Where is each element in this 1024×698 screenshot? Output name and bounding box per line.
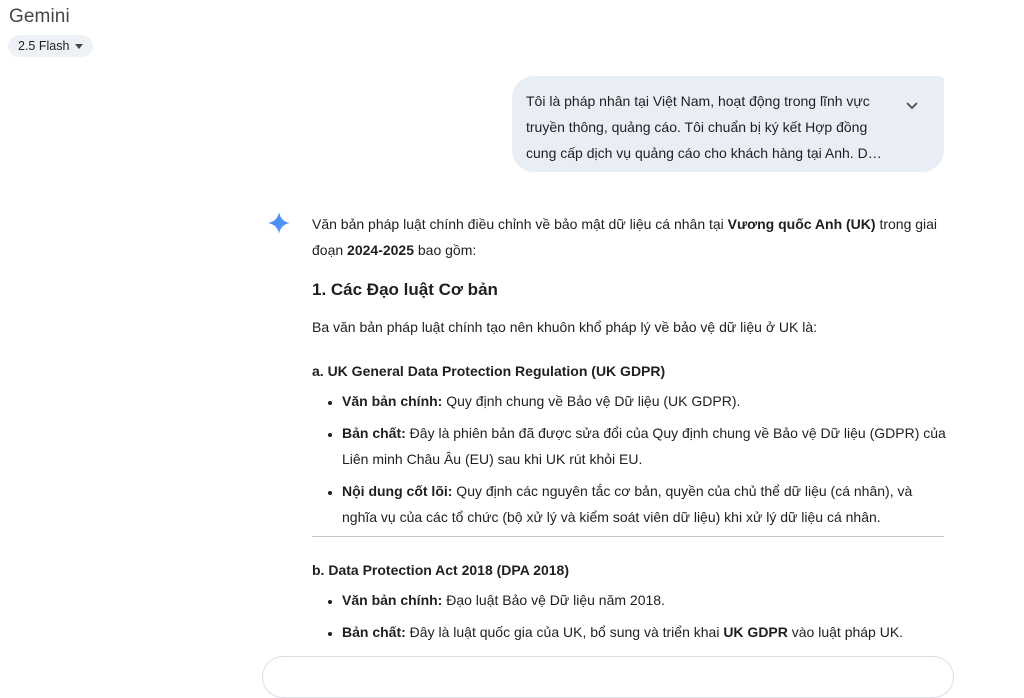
prompt-input-box[interactable] — [262, 656, 954, 698]
list-item: • Bản chất: Đây là luật quốc gia của UK, bổ sung và triển khai UK GDPR vào luật pháp UK. — [342, 619, 948, 645]
chevron-down-icon — [75, 44, 83, 49]
gemini-spark-icon — [267, 211, 291, 235]
list-item: • Văn bản chính: Đạo luật Bảo vệ Dữ liệu năm 2018. — [342, 587, 948, 613]
section-lead: Ba văn bản pháp luật chính tạo nên khuôn khổ pháp lý về bảo vệ dữ liệu ở UK là: — [312, 319, 818, 335]
assistant-response — [312, 211, 948, 651]
bullet-list-a — [312, 388, 948, 530]
response-intro: Văn bản pháp luật chính điều chỉnh về bảo mật dữ liệu cá nhân tại Vương quốc Anh (UK) trong giai đoạn 2024-2025 bao gồm: — [312, 216, 938, 258]
model-label: 2.5 Flash — [18, 39, 70, 53]
model-selector[interactable] — [8, 35, 93, 57]
chevron-down-icon — [906, 102, 918, 110]
list-item: • Bản chất: Đây là phiên bản đã được sửa đổi của Quy định chung về Bảo vệ Dữ liệu (GDPR) của Liên minh Châu Âu (EU) sau khi UK rút khỏi EU. — [342, 420, 948, 472]
bullet-list-b — [312, 587, 948, 645]
app-title: Gemini — [9, 6, 70, 27]
section-divider — [312, 536, 944, 537]
subsection-title-b: b. Data Protection Act 2018 (DPA 2018) — [312, 562, 570, 578]
list-item: • Văn bản chính: Quy định chung về Bảo vệ Dữ liệu (UK GDPR). — [342, 388, 948, 414]
user-message-text: Tôi là pháp nhân tại Việt Nam, hoạt động trong lĩnh vực truyền thông, quảng cáo. Tôi chuẩn bị ký kết Hợp đồng cung cấp dịch vụ quảng cáo cho khách hàng tại Anh. D… — [526, 93, 882, 161]
list-item: • Nội dung cốt lõi: Quy định các nguyên tắc cơ bản, quyền của chủ thể dữ liệu (cá nhân), và nghĩa vụ của các tổ chức (bộ xử lý và kiểm soát viên dữ liệu) khi xử lý dữ liệu cá nhân. — [342, 478, 948, 530]
user-message-bubble — [512, 76, 944, 172]
expand-message-button[interactable] — [902, 96, 922, 116]
section-heading: 1. Các Đạo luật Cơ bản — [312, 280, 498, 299]
subsection-title-a: a. UK General Data Protection Regulation (UK GDPR) — [312, 363, 666, 379]
